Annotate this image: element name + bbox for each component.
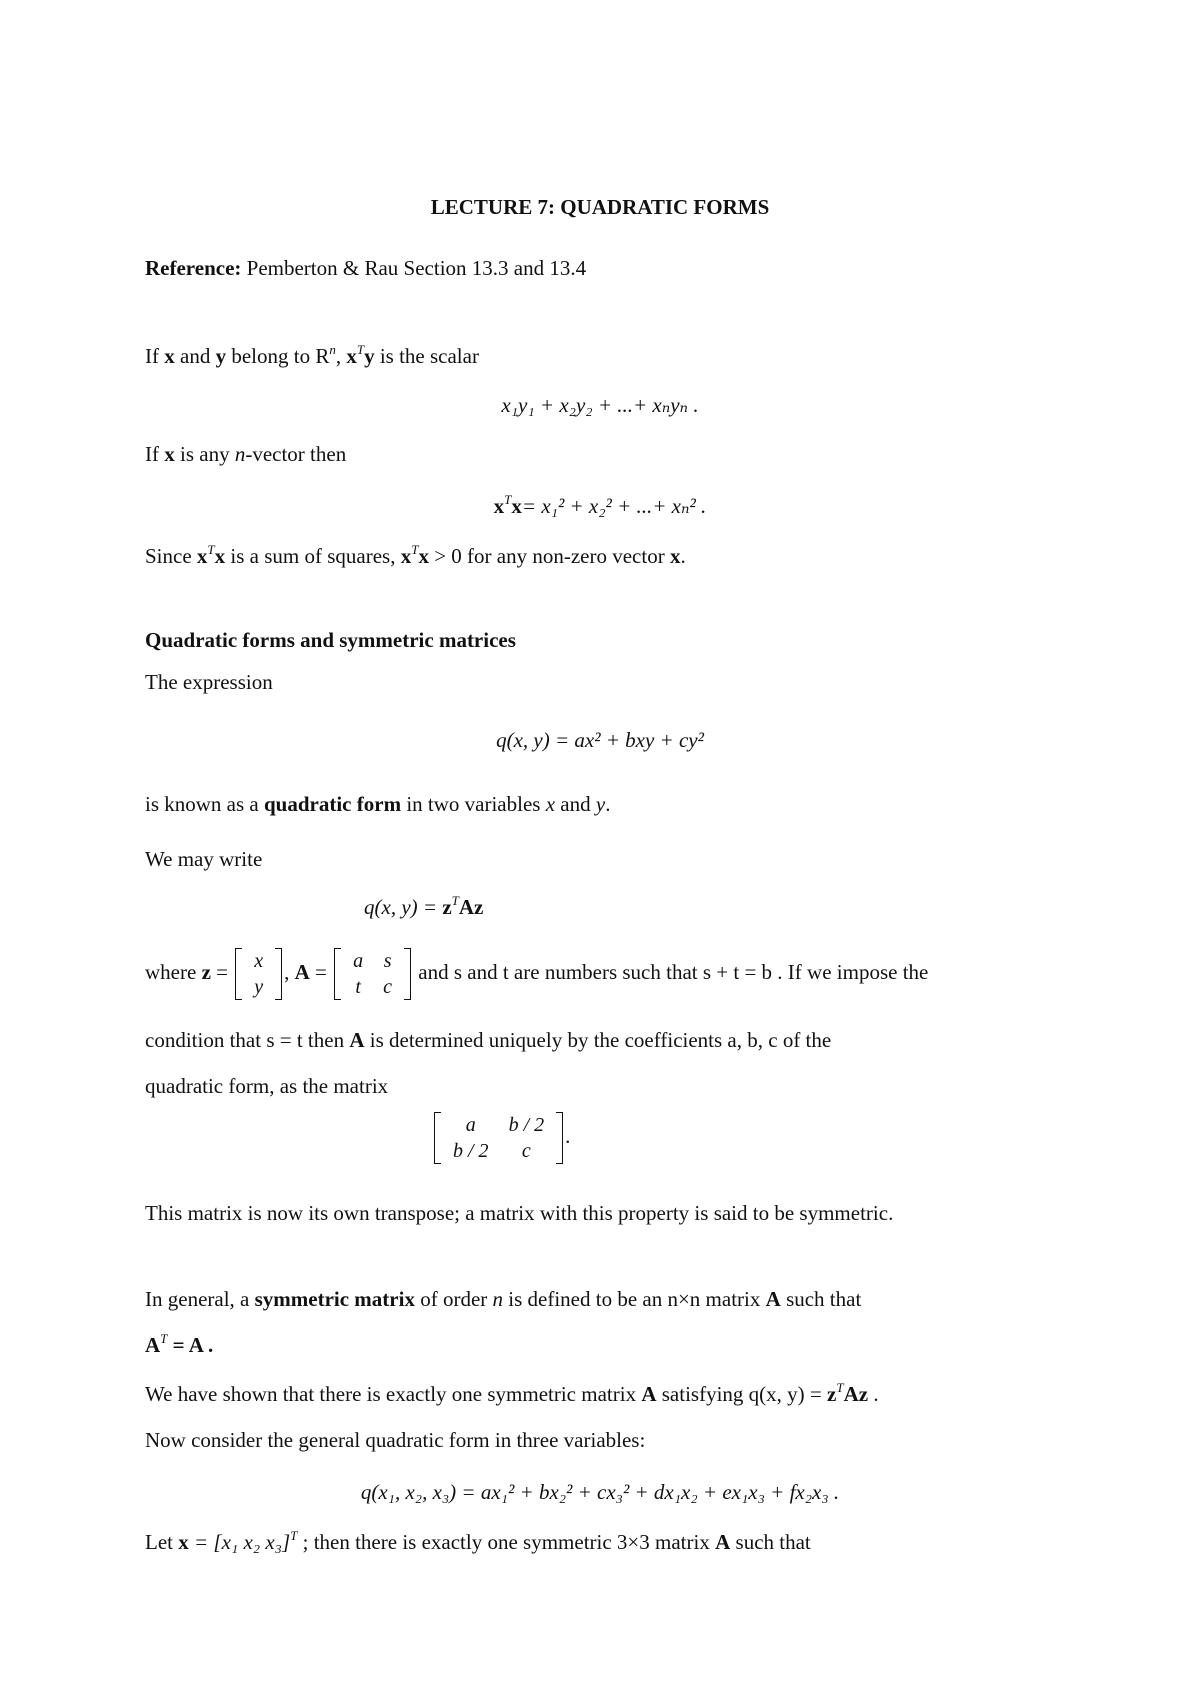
reference-text: Pemberton & Rau Section 13.3 and 13.4 bbox=[246, 256, 587, 280]
vector-x: x bbox=[164, 344, 175, 368]
variable-n: n bbox=[492, 1287, 504, 1311]
text: in two variables bbox=[401, 792, 546, 816]
paragraph-condition bbox=[145, 1027, 831, 1053]
reference-line bbox=[145, 255, 586, 281]
matrix-cell: x bbox=[254, 950, 264, 973]
matrix-A: A bbox=[294, 960, 310, 984]
text: and bbox=[555, 792, 596, 816]
matrix-A: A bbox=[349, 1028, 365, 1052]
reference-label: Reference: bbox=[145, 256, 242, 280]
matrix-A-general bbox=[334, 948, 411, 1000]
term-quadratic-form: quadratic form bbox=[264, 792, 402, 816]
text: We have shown that there is exactly one symmetric matrix bbox=[145, 1382, 642, 1406]
vector-x: x bbox=[178, 1530, 189, 1554]
matrix-cell: b / 2 bbox=[508, 1114, 545, 1136]
text: > 0 for any non-zero vector bbox=[428, 544, 670, 568]
text: Since bbox=[145, 544, 197, 568]
paragraph-n-vector bbox=[145, 441, 346, 467]
vector-x: x bbox=[346, 344, 357, 368]
equation-quadratic-three-vars: q(x₁, x₂, x₃) = ax₁² + bx₂² + cx₃² + dx₁x₂ + ex₁x₃ + fx₂x₃ . bbox=[360, 1480, 840, 1504]
vector-x: x bbox=[418, 544, 429, 568]
superscript: T bbox=[207, 542, 215, 557]
term-symmetric-matrix: symmetric matrix bbox=[254, 1287, 415, 1311]
superscript: T bbox=[290, 1528, 298, 1543]
equation-transpose bbox=[145, 1332, 213, 1358]
vector-z: z bbox=[201, 960, 211, 984]
paragraph-expression: The expression bbox=[145, 670, 273, 694]
variable-n: n bbox=[234, 442, 246, 466]
text: If bbox=[145, 442, 165, 466]
matrix-cell: t bbox=[355, 976, 361, 999]
paragraph-let-x bbox=[145, 1529, 811, 1555]
text: , bbox=[284, 960, 295, 984]
matrix-A: A bbox=[145, 1333, 161, 1357]
matrix-cell: c bbox=[383, 976, 393, 999]
paragraph-exactly-one bbox=[145, 1381, 879, 1407]
superscript: T bbox=[160, 1331, 168, 1346]
text: In general, a bbox=[145, 1287, 255, 1311]
equation-sum-of-squares bbox=[0, 493, 1200, 519]
equation-lhs: q(x, y) = bbox=[364, 895, 443, 919]
variable-x: x bbox=[545, 792, 556, 816]
text: is the scalar bbox=[374, 344, 479, 368]
text: such that bbox=[780, 1287, 862, 1311]
paragraph-own-transpose: This matrix is now its own transpose; a matrix with this property is said to be symmetric. bbox=[145, 1201, 894, 1225]
equation-matrix-form bbox=[364, 894, 483, 920]
text: . bbox=[605, 792, 611, 816]
paragraph-where bbox=[145, 940, 928, 1004]
vector-z: z bbox=[827, 1382, 837, 1406]
equation-dot-product: x₁y₁ + x₂y₂ + ...+ xₙyₙ . bbox=[501, 393, 699, 417]
vector-x: x bbox=[164, 442, 175, 466]
symmetric-matrix-display bbox=[432, 1112, 570, 1164]
matrix-cell: y bbox=[254, 976, 264, 999]
text: = bbox=[210, 960, 234, 984]
paragraph-we-may-write: We may write bbox=[145, 847, 263, 871]
paragraph-known-as bbox=[145, 791, 610, 817]
page-title: LECTURE 7: QUADRATIC FORMS bbox=[430, 195, 770, 219]
vector-x: x bbox=[214, 544, 226, 568]
text: belong to R bbox=[226, 344, 330, 368]
matrix-cell: a bbox=[465, 1114, 476, 1136]
text: is determined uniquely by the coefficients a, b, c of the bbox=[364, 1028, 832, 1052]
text: If bbox=[145, 344, 165, 368]
text: is any bbox=[174, 442, 235, 466]
text: , bbox=[335, 344, 347, 368]
paragraph-positive bbox=[145, 543, 686, 569]
superscript: T bbox=[451, 893, 459, 908]
text: . bbox=[680, 544, 686, 568]
text: satisfying q(x, y) = bbox=[656, 1382, 827, 1406]
matrix-A: A bbox=[765, 1287, 781, 1311]
section-heading: Quadratic forms and symmetric matrices bbox=[145, 628, 516, 652]
text: is a sum of squares, bbox=[225, 544, 401, 568]
matrix-product: Az bbox=[843, 1382, 869, 1406]
equation-quadratic-two-vars: q(x, y) = ax² + bxy + cy² bbox=[496, 728, 704, 752]
text: such that bbox=[730, 1530, 811, 1554]
vector-y: y bbox=[364, 344, 375, 368]
paragraph-three-variables: Now consider the general quadratic form in three variables: bbox=[145, 1428, 646, 1452]
matrix-cell: s bbox=[383, 950, 392, 973]
vector-x: x bbox=[400, 544, 412, 568]
text: Let bbox=[145, 1530, 179, 1554]
row-vector: = [x₁ x₂ x₃] bbox=[188, 1530, 291, 1554]
variable-y: y bbox=[595, 792, 606, 816]
paragraph-as-the-matrix: quadratic form, as the matrix bbox=[145, 1074, 389, 1098]
column-vector-z bbox=[235, 948, 282, 1000]
superscript: T bbox=[356, 342, 365, 357]
text: of order bbox=[414, 1287, 493, 1311]
text: -vector then bbox=[245, 442, 347, 466]
vector-x: x bbox=[669, 544, 681, 568]
matrix-product: Az bbox=[458, 895, 484, 919]
matrix-A: A bbox=[641, 1382, 657, 1406]
matrix-cell: a bbox=[353, 950, 364, 973]
text: where bbox=[145, 960, 202, 984]
matrix-cell: b / 2 bbox=[453, 1140, 489, 1162]
superscript: T bbox=[504, 492, 512, 507]
text: and s and t are numbers such that s + t = b . If we impose the bbox=[413, 960, 929, 984]
paragraph-scalar-product bbox=[145, 343, 479, 369]
paragraph-general-definition bbox=[145, 1286, 861, 1312]
superscript: T bbox=[836, 1380, 844, 1395]
text: . bbox=[868, 1382, 879, 1406]
superscript: n bbox=[329, 342, 336, 357]
matrix-cell: c bbox=[521, 1140, 531, 1162]
text: condition that s = t then bbox=[145, 1028, 350, 1052]
matrix-symmetric bbox=[434, 1112, 563, 1164]
text: is defined to be an n×n matrix bbox=[503, 1287, 766, 1311]
vector-x: x bbox=[493, 494, 505, 518]
text: ; then there is exactly one symmetric 3×3 matrix bbox=[297, 1530, 716, 1554]
vector-x: x bbox=[196, 544, 208, 568]
text: = bbox=[309, 960, 333, 984]
equation-rhs: = A . bbox=[167, 1333, 214, 1357]
vector-z: z bbox=[442, 895, 452, 919]
vector-x: x bbox=[511, 494, 522, 518]
text: . bbox=[565, 1123, 571, 1148]
vector-y: y bbox=[215, 344, 227, 368]
superscript: T bbox=[411, 542, 419, 557]
matrix-A: A bbox=[715, 1530, 731, 1554]
equation-rhs: = x₁² + x₂² + ...+ xₙ² . bbox=[521, 494, 707, 518]
text: and bbox=[174, 344, 216, 368]
text: is known as a bbox=[145, 792, 264, 816]
